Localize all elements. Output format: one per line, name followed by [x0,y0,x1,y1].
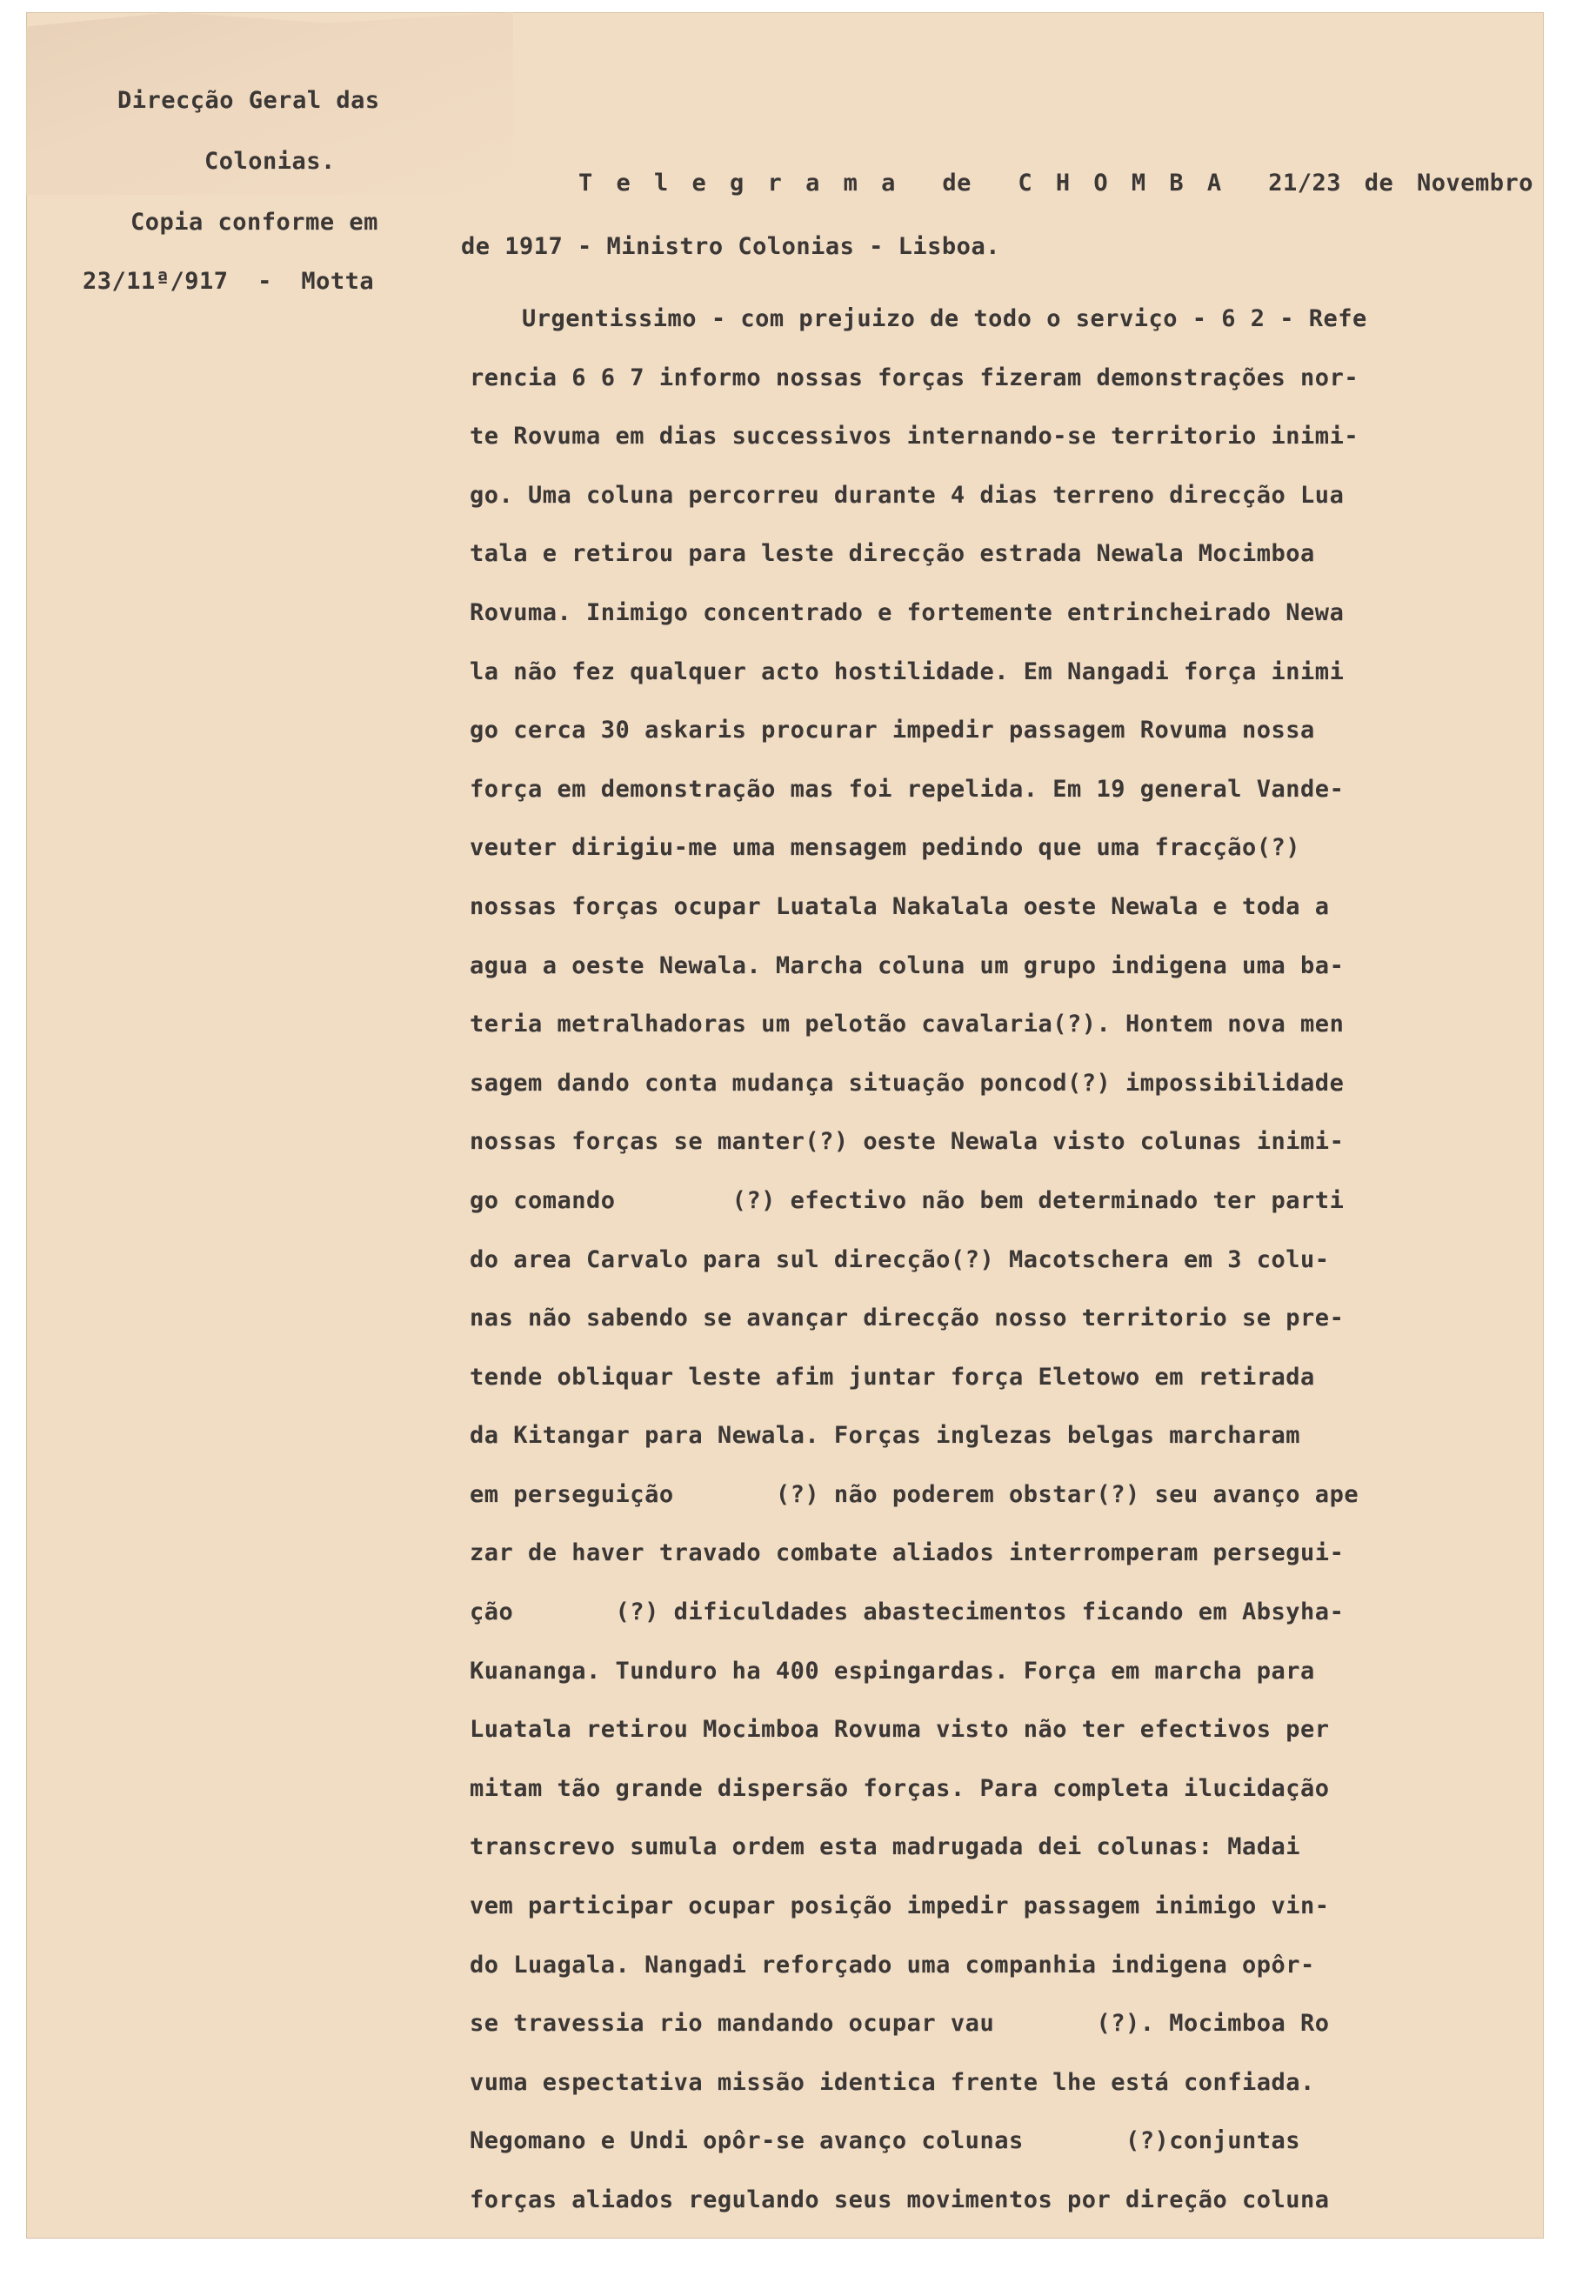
margin-note-line-2: Colonias. [204,148,336,175]
body-line: go comando (?) efectivo não bem determinado ter parti [470,1186,1345,1214]
body-line: go. Uma coluna percorreu durante 4 dias terreno direcção Lua [470,481,1345,509]
telegram-body [470,290,1513,2230]
body-line: Rovuma. Inimigo concentrado e fortemente entrincheirado Newa [470,598,1345,626]
body-line: go cerca 30 askaris procurar impedir passagem Rovuma nossa [470,717,1315,744]
body-line: força em demonstração mas foi repelida. Em 19 general Vande- [470,775,1345,803]
body-line: sagem dando conta mudança situação poncod(?) impossibilidade [470,1069,1345,1097]
body-line: mitam tão grande dispersão forças. Para completa ilucidação [470,1774,1330,1802]
body-line: tala e retirou para leste direcção estrada Newala Mocimboa [470,540,1315,568]
telegram-recipient: de 1917 - Ministro Colonias - Lisboa. [461,233,1000,260]
body-line: nossas forças ocupar Luatala Nakalala oeste Newala e toda a [470,892,1330,920]
body-line: Urgentissimo - com prejuizo de todo o serviço - 6 2 - Refe [522,305,1367,332]
body-line: agua a oeste Newala. Marcha coluna um grupo indigena uma ba- [470,951,1345,979]
body-line: nossas forças se manter(?) oeste Newala visto colunas inimi- [470,1128,1345,1156]
body-line: Kuananga. Tunduro ha 400 espingardas. Força em marcha para [470,1657,1315,1685]
body-line: tende obliquar leste afim juntar força Eletowo em retirada [470,1363,1315,1391]
body-line: teria metralhadoras um pelotão cavalaria(?). Hontem nova men [470,1011,1345,1038]
body-line: nas não sabendo se avançar direcção nosso territorio se pre- [470,1305,1345,1332]
body-line: zar de haver travado combate aliados interromperam persegui- [470,1539,1345,1567]
margin-note-line-3: Copia conforme em [130,209,378,236]
telegram-title: T e l e g r a m a de C H O M B A 21/23 de Novembro [578,170,1534,197]
body-line: ção (?) dificuldades abastecimentos ficando em Absyha- [470,1599,1345,1626]
body-line: vuma espectativa missão identica frente lhe está confiada. [470,2068,1315,2096]
body-line: do area Carvalo para sul direcção(?) Macotschera em 3 colu- [470,1245,1330,1273]
body-line: do Luagala. Nangadi reforçado uma companhia indigena opôr- [470,1951,1315,1979]
margin-note-line-1: Direcção Geral das [117,87,380,114]
margin-note-line-4: 23/11ª/917 - Motta [83,268,375,295]
body-line: rencia 6 6 7 informo nossas forças fizeram demonstrações nor- [470,364,1359,391]
body-line: veuter dirigiu-me uma mensagem pedindo que uma fracção(?) [470,834,1301,862]
body-line: la não fez qualquer acto hostilidade. Em Nangadi força inimi [470,657,1345,685]
body-line: transcrevo sumula ordem esta madrugada dei colunas: Madai [470,1833,1301,1861]
body-line: vem participar ocupar posição impedir passagem inimigo vin- [470,1892,1330,1920]
body-line: Luatala retirou Mocimboa Rovuma visto não ter efectivos per [470,1716,1330,1744]
body-line: se travessia rio mandando ocupar vau (?). Mocimboa Ro [470,2010,1330,2038]
body-line: te Rovuma em dias successivos internando-se territorio inimi- [470,423,1359,451]
body-line: em perseguição (?) não poderem obstar(?) seu avanço ape [470,1480,1359,1508]
body-line: Negomano e Undi opôr-se avanço colunas (?)conjuntas [470,2127,1301,2155]
body-line: forças aliados regulando seus movimentos por direção coluna [470,2186,1330,2213]
body-line: da Kitangar para Newala. Forças inglezas belgas marcharam [470,1422,1301,1450]
